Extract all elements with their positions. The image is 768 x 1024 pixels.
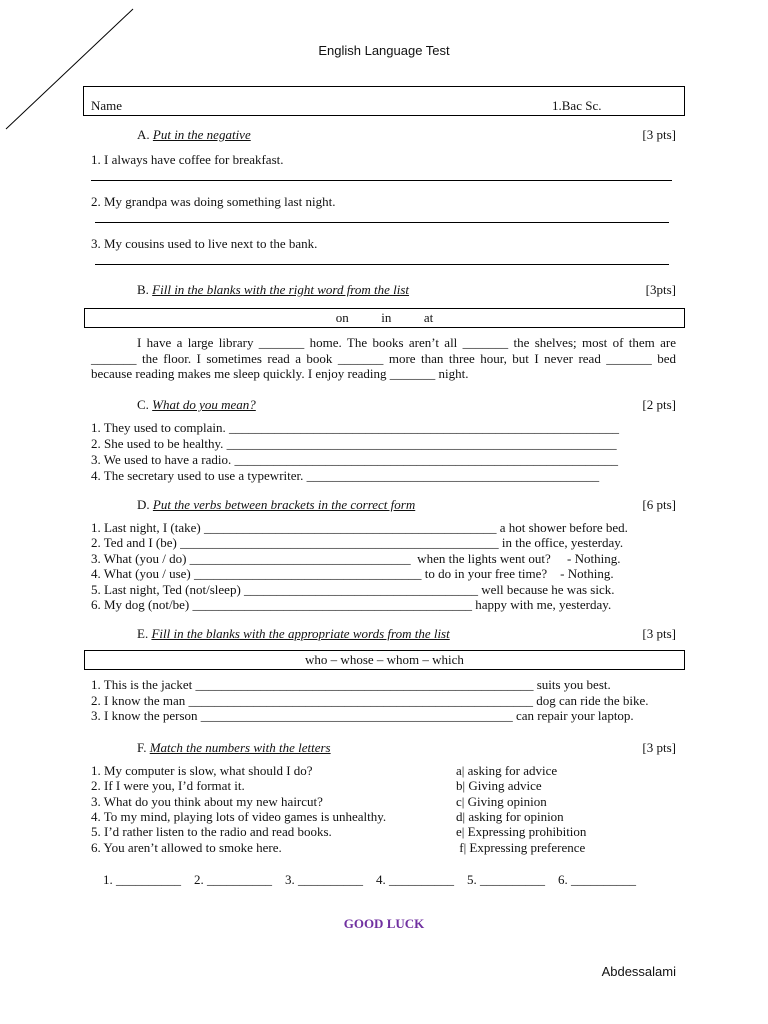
match-question: 5. I’d rather listen to the radio and read books. xyxy=(91,824,332,839)
section-b-heading: B. Fill in the blanks with the right word from the list xyxy=(137,282,410,297)
match-option: c| Giving opinion xyxy=(456,794,547,809)
section-e-item: 1. This is the jacket ____________________________________________________ suits you best. xyxy=(91,677,611,692)
section-a-points: [3 pts] xyxy=(642,127,676,142)
section-d-item: 3. What (you / do) __________________________________ when the lights went out? - Nothing. xyxy=(91,551,621,566)
section-d-heading: D. Put the verbs between brackets in the correct form xyxy=(137,497,416,512)
section-a-heading: A. Put in the negative xyxy=(137,127,251,142)
document-title: English Language Test xyxy=(318,43,450,58)
section-e-heading: E. Fill in the blanks with the appropriate words from the list xyxy=(137,626,450,641)
section-f-points: [3 pts] xyxy=(642,740,676,755)
section-b-points: [3pts] xyxy=(645,282,676,297)
section-c-item: 3. We used to have a radio. ___________________________________________________________ xyxy=(91,452,618,467)
answer-line[interactable] xyxy=(91,180,672,181)
section-a-item: 2. My grandpa was doing something last night. xyxy=(91,194,336,209)
section-e-item: 3. I know the person ________________________________________________ can repair your laptop. xyxy=(91,708,634,723)
section-c-item: 4. The secretary used to use a typewriter. _____________________________________________ xyxy=(91,468,600,483)
word-list-box: who – whose – whom – which xyxy=(84,650,685,670)
section-d-item: 4. What (you / use) ___________________________________ to do in your free time? - Nothing. xyxy=(91,566,614,581)
match-option: a| asking for advice xyxy=(456,763,558,778)
match-option: f| Expressing preference xyxy=(456,840,586,855)
section-e-item: 2. I know the man _____________________________________________________ dog can ride the bike. xyxy=(91,693,649,708)
match-answer-line[interactable]: 1. __________ 2. __________ 3. __________ 4. __________ 5. __________ 6. __________ xyxy=(103,872,636,887)
match-question: 6. You aren’t allowed to smoke here. xyxy=(91,840,282,855)
word-list-box: on in at xyxy=(84,308,685,328)
section-a-item: 1. I always have coffee for breakfast. xyxy=(91,152,284,167)
answer-line[interactable] xyxy=(95,222,669,223)
section-d-item: 2. Ted and I (be) _________________________________________________ in the office, yesterday. xyxy=(91,535,624,550)
match-option: e| Expressing prohibition xyxy=(456,824,587,839)
match-option: d| asking for opinion xyxy=(456,809,564,824)
class-label: 1.Bac Sc. xyxy=(552,98,602,113)
section-d-item: 5. Last night, Ted (not/sleep) ____________________________________ well because he was sick. xyxy=(91,582,615,597)
section-c-item: 1. They used to complain. ____________________________________________________________ xyxy=(91,420,620,435)
section-c-heading: C. What do you mean? xyxy=(137,397,256,412)
answer-line[interactable] xyxy=(95,264,669,265)
match-question: 1. My computer is slow, what should I do? xyxy=(91,763,313,778)
author-name: Abdessalami xyxy=(601,964,676,979)
name-label: Name xyxy=(91,98,123,113)
match-question: 2. If I were you, I’d format it. xyxy=(91,778,245,793)
section-e-points: [3 pts] xyxy=(642,626,676,641)
section-d-points: [6 pts] xyxy=(642,497,676,512)
match-question: 4. To my mind, playing lots of video games is unhealthy. xyxy=(91,809,387,824)
section-b-paragraph: I have a large library _______ home. The books aren’t all _______ the shelves; most of them are _______ the floor. I sometimes read a book _______ more than three hour, but I never read _______ bed because reading makes me sleep quickly. I enjoy reading _______ night. xyxy=(91,335,676,382)
match-option: b| Giving advice xyxy=(456,778,542,793)
match-question: 3. What do you think about my new haircut? xyxy=(91,794,323,809)
section-f-heading: F. Match the numbers with the letters xyxy=(137,740,331,755)
section-d-item: 6. My dog (not/be) ___________________________________________ happy with me, yesterday. xyxy=(91,597,612,612)
good-luck-text: GOOD LUCK xyxy=(343,916,425,931)
section-c-item: 2. She used to be healthy. ____________________________________________________________ xyxy=(91,436,617,451)
section-d-item: 1. Last night, I (take) _____________________________________________ a hot shower before bed. xyxy=(91,520,628,535)
section-a-item: 3. My cousins used to live next to the bank. xyxy=(91,236,318,251)
section-c-points: [2 pts] xyxy=(642,397,676,412)
